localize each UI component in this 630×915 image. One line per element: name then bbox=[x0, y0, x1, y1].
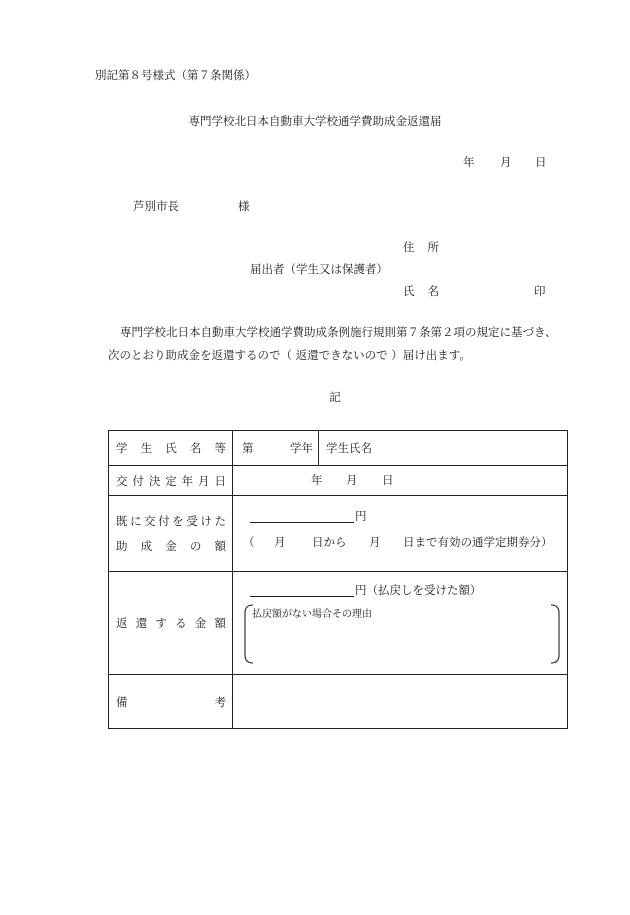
decision-date-field[interactable]: 年 月 日 bbox=[233, 466, 568, 496]
label-granted-amount: 既 に 交 付 を 受 け た 助 成 金 の 額 bbox=[109, 496, 233, 572]
reason-box[interactable] bbox=[244, 604, 559, 664]
return-yen-note: 円（払戻しを受けた額） bbox=[355, 583, 482, 597]
return-amount-field[interactable] bbox=[233, 572, 568, 675]
remarks-field[interactable] bbox=[233, 675, 568, 729]
applicant-role: 届出者（学生又は保護者） bbox=[250, 262, 388, 276]
amount-underline bbox=[250, 510, 354, 523]
form-number: 別記第８号様式（第７条関係） bbox=[95, 68, 256, 82]
form-table bbox=[108, 430, 568, 729]
form-title: 専門学校北日本自動車大学校通学費助成金返還届 bbox=[188, 114, 442, 128]
table-row-student bbox=[109, 431, 568, 466]
body-line-1: 専門学校北日本自動車大学校通学費助成条例施行規則第７条第２項の規定に基づき、 bbox=[120, 325, 557, 339]
ki-heading: 記 bbox=[329, 390, 341, 404]
label-remarks: 備 考 bbox=[109, 675, 233, 729]
label-return-amount: 返 還 す る 金 額 bbox=[109, 572, 233, 675]
table-row-return-amount bbox=[109, 572, 568, 675]
addressee-honorific: 様 bbox=[238, 199, 250, 213]
date-year: 年 bbox=[463, 155, 475, 169]
grade-field[interactable]: 第 学年 bbox=[233, 431, 319, 465]
granted-amount-field[interactable]: 円 （ 月 日から 月 日まで有効の通学定期券分） bbox=[233, 496, 568, 572]
reason-label: 払戻額がない場合その理由 bbox=[252, 609, 372, 620]
seal-mark: 印 bbox=[534, 284, 546, 298]
body-line-2: 次のとおり助成金を返還するので（ 返還できないので ）届け出ます。 bbox=[108, 348, 471, 362]
table-row-decision-date bbox=[109, 466, 568, 496]
name-label: 氏 名 bbox=[403, 284, 439, 298]
label-student-info: 学 生 氏 名 等 bbox=[109, 431, 233, 466]
date-month: 月 bbox=[500, 155, 512, 169]
address-label: 住 所 bbox=[403, 240, 439, 254]
label-decision-date: 交 付 決 定 年 月 日 bbox=[109, 466, 233, 496]
yen-unit: 円 bbox=[355, 509, 367, 523]
return-amount-underline bbox=[250, 584, 354, 597]
student-name-field[interactable]: 学生氏名 bbox=[326, 441, 372, 455]
addressee-name: 芦別市長 bbox=[133, 199, 179, 213]
date-day: 日 bbox=[535, 155, 547, 169]
table-row-granted-amount bbox=[109, 496, 568, 572]
table-row-remarks bbox=[109, 675, 568, 729]
